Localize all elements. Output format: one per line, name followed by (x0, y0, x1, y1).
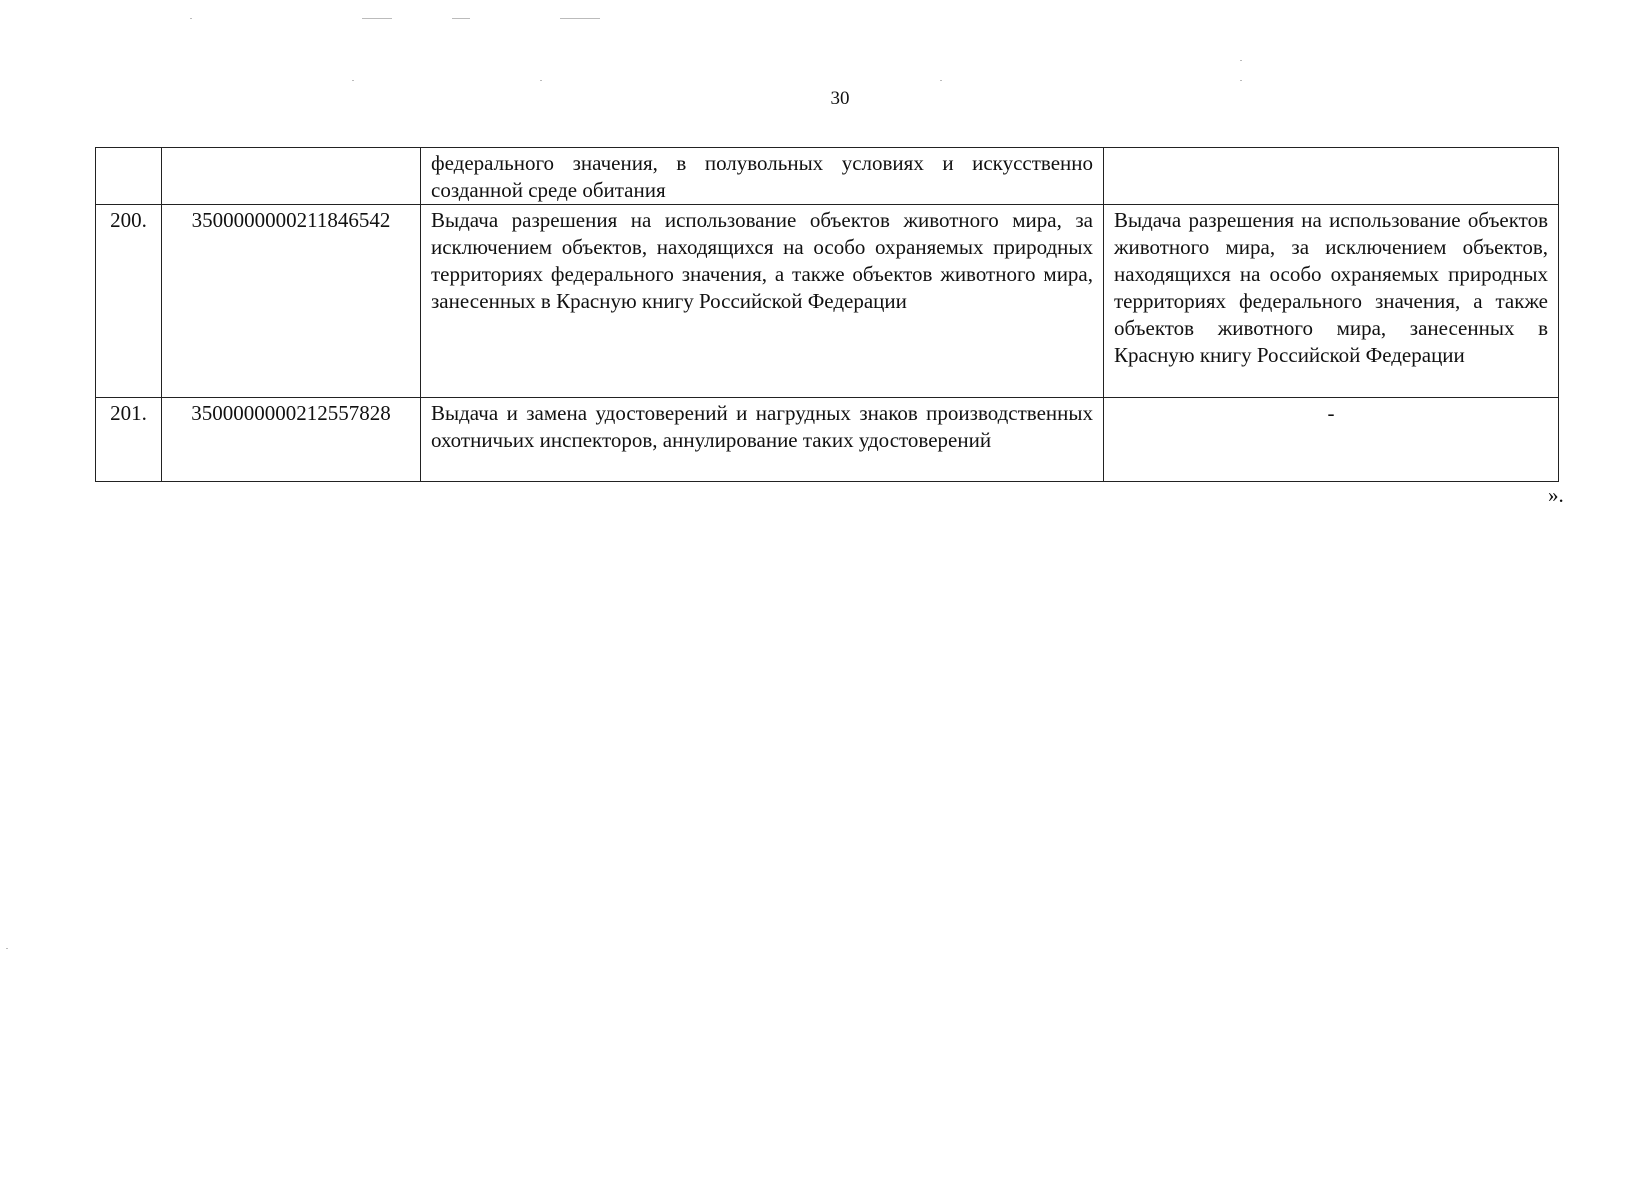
service-description-cell: Выдача и замена удостоверений и нагрудных знаков производственных охотничьих инспекторов, аннулирование таких удостоверений (421, 398, 1104, 482)
row-number-cell: 200. (96, 205, 162, 398)
services-table (95, 147, 1559, 482)
table-row (96, 205, 1559, 398)
page-number: 30 (830, 88, 850, 109)
row-number-cell: 201. (96, 398, 162, 482)
closing-quote-mark: ». (1548, 483, 1564, 507)
service-code-cell: 3500000000212557828 (162, 398, 421, 482)
service-note-cell: Выдача разрешения на использование объектов животного мира, за исключением объектов, находящихся на особо охраняемых природных территориях федерального значения, а также объектов животного мира, занесенных в Красную книгу Российской Федерации (1104, 205, 1559, 398)
service-description-cell: Выдача разрешения на использование объектов животного мира, за исключением объектов, находящихся на особо охраняемых природных территориях федерального значения, а также объектов животного мира, занесенных в Красную книгу Российской Федерации (421, 205, 1104, 398)
service-note-cell: - (1104, 398, 1559, 482)
table-row (96, 148, 1559, 205)
service-description-cell: федерального значения, в полувольных условиях и искусственно созданной среде обитания (421, 148, 1104, 205)
service-code-cell (162, 148, 421, 205)
service-code-cell: 3500000000211846542 (162, 205, 421, 398)
row-number-cell (96, 148, 162, 205)
service-note-cell (1104, 148, 1559, 205)
table-row (96, 398, 1559, 482)
